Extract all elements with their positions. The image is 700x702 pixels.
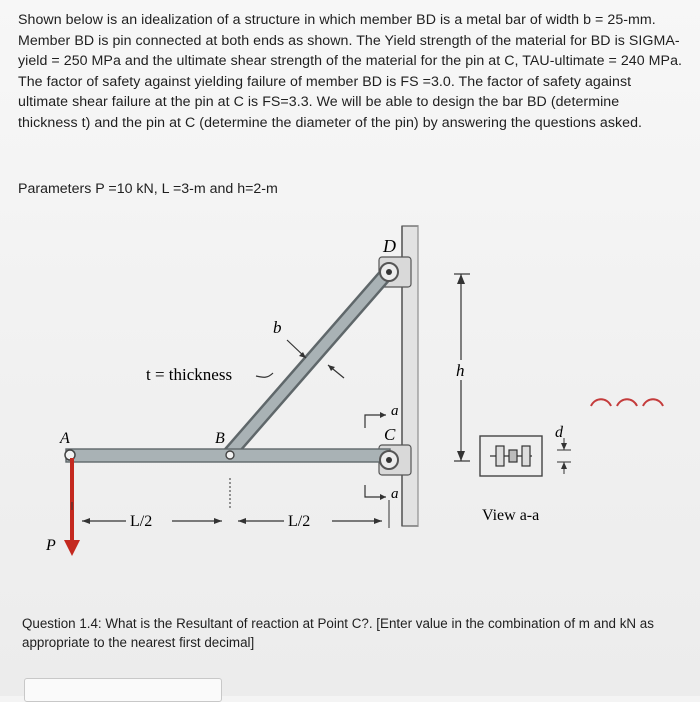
label-half-left: L/2 <box>130 513 153 530</box>
label-a-bottom: a <box>391 486 399 502</box>
label-d: D <box>383 236 396 256</box>
label-a: A <box>60 430 70 447</box>
label-c: C <box>384 425 396 444</box>
bookmark-dots-icon[interactable] <box>589 392 679 414</box>
load-p-arrowhead <box>64 540 80 556</box>
label-a-top: a <box>391 403 399 419</box>
label-d-diameter: d <box>555 424 563 441</box>
label-p: P <box>46 537 56 554</box>
pin-b <box>226 451 234 459</box>
parameters-line: Parameters P =10 kN, L =3-m and h=2-m <box>18 181 278 197</box>
problem-statement <box>18 10 682 134</box>
label-view-a-a: View a-a <box>482 507 540 524</box>
answer-input[interactable] <box>24 678 222 702</box>
label-thickness: t = thickness <box>146 365 233 384</box>
label-b: B <box>215 430 225 447</box>
problem-text: Shown below is an idealization of a structure in which member BD is a metal bar of width b = 25-mm. Member BD is pin connected at both ends as shown. The Yield strength of the material for BD is SIGMA-yield = 250 MPa and the ultimate shear strength of the material for the pin at C, TAU-ultimate = 240 MPa. The factor of safety against yielding failure of member BD is FS =3.0. The factor of safety against ultimate shear failure at the pin at C is FS=3.3. We will be able to design the bar BD (determine thickness t) and the pin at C (determine the diameter of the pin) by answering the questions asked. <box>18 12 682 131</box>
question-text: Question 1.4: What is the Resultant of reaction at Point C?. [Enter value in the combination of m and kN as appropriate to the nearest first decimal] <box>22 616 654 650</box>
label-h: h <box>456 361 465 380</box>
label-half-right: L/2 <box>288 513 311 530</box>
label-b-width: b <box>273 318 282 337</box>
